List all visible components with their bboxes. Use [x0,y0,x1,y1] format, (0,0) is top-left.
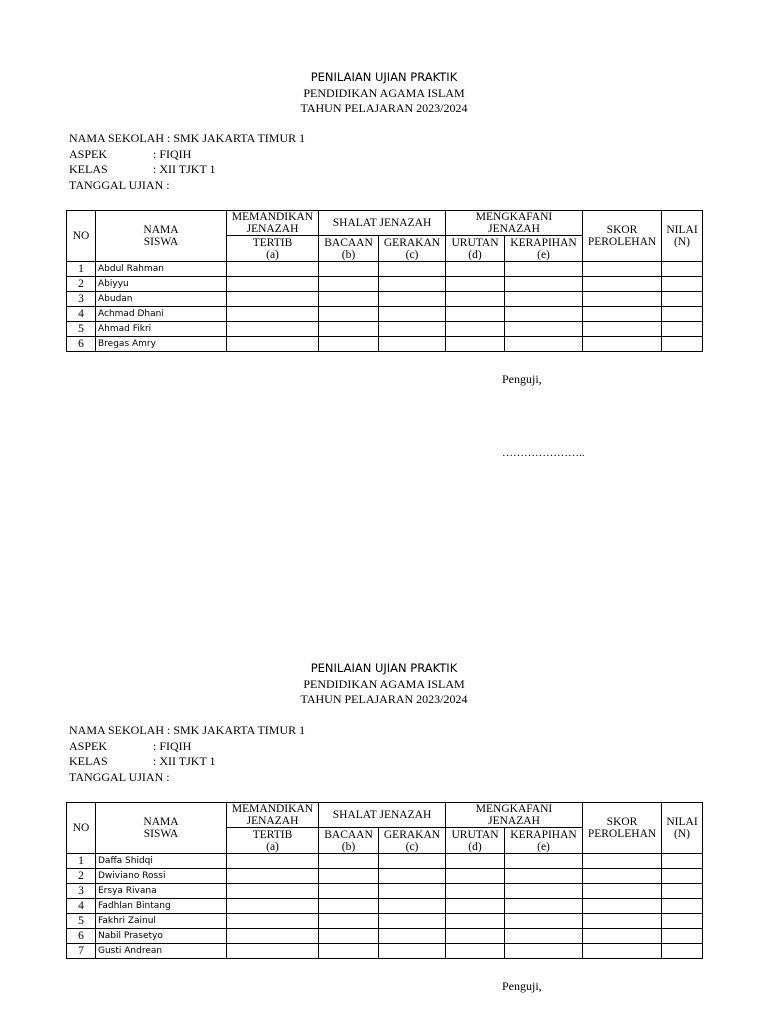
table-row [67,307,703,322]
sheet-header [0,70,768,117]
student-name: Fakhri Zainul [96,914,227,929]
score-cell[interactable] [446,884,505,899]
col-no: NO [67,803,96,854]
score-cell[interactable] [662,292,703,307]
score-cell[interactable] [227,322,319,337]
aspek-value: : FIQIH [153,146,192,161]
score-cell[interactable] [227,869,319,884]
col-shalat: SHALAT JENAZAH [319,211,446,236]
score-cell[interactable] [446,262,505,277]
col-no: NO [67,211,96,262]
score-cell[interactable] [446,307,505,322]
score-cell[interactable] [662,307,703,322]
score-cell[interactable] [319,322,379,337]
col-kerapihan: KERAPIHAN (e) [505,828,583,854]
aspek-label: ASPEK [69,146,108,161]
aspek-row [69,147,305,163]
score-cell[interactable] [505,899,583,914]
score-cell[interactable] [379,322,446,337]
score-cell[interactable] [583,337,662,352]
score-cell[interactable] [505,944,583,959]
score-cell[interactable] [227,929,319,944]
score-cell[interactable] [379,929,446,944]
student-name: Achmad Dhani [96,307,227,322]
table-row [67,322,703,337]
aspek-row [69,739,305,755]
sheet-title: PENILAIAN UJIAN PRAKTIK [310,661,458,675]
score-cell[interactable] [505,884,583,899]
student-name: Fadhlan Bintang [96,899,227,914]
signature-line: ………………….. [502,447,585,459]
score-cell[interactable] [319,292,379,307]
row-no: 5 [67,322,96,337]
row-no: 3 [67,884,96,899]
score-cell[interactable] [662,854,703,869]
col-bacaan: BACAAN (b) [319,828,379,854]
score-cell[interactable] [379,914,446,929]
score-table [66,802,703,959]
col-nilai: NILAI (N) [662,803,703,854]
kelas-value: : XII TJKT 1 [153,162,216,176]
col-nama: NAMA SISWA [96,803,227,854]
score-cell[interactable] [446,914,505,929]
score-cell[interactable] [319,914,379,929]
score-table [66,210,703,352]
score-cell[interactable] [379,869,446,884]
score-cell[interactable] [662,277,703,292]
tanggal-row: TANGGAL UJIAN : [69,177,170,192]
sheet-year: TAHUN PELAJARAN 2023/2024 [300,101,468,115]
table-row [67,277,703,292]
table-row [67,944,703,959]
row-no: 1 [67,854,96,869]
score-cell[interactable] [319,944,379,959]
score-cell[interactable] [583,322,662,337]
score-cell[interactable] [319,337,379,352]
score-cell[interactable] [446,869,505,884]
col-bacaan: BACAAN (b) [319,236,379,262]
score-cell[interactable] [446,929,505,944]
score-cell[interactable] [583,899,662,914]
score-cell[interactable] [227,884,319,899]
score-cell[interactable] [446,944,505,959]
kelas-label: KELAS [69,162,108,176]
col-gerakan: GERAKAN (c) [379,236,446,262]
score-cell[interactable] [662,869,703,884]
table-row [67,914,703,929]
student-name: Dwiviano Rossi [96,869,227,884]
table-row [67,929,703,944]
row-no: 5 [67,914,96,929]
row-no: 6 [67,929,96,944]
student-name: Bregas Amry [96,337,227,352]
score-cell[interactable] [583,854,662,869]
score-cell[interactable] [446,337,505,352]
col-memandikan: MEMANDIKAN JENAZAH [227,211,319,236]
sheet-year: TAHUN PELAJARAN 2023/2024 [300,692,468,706]
score-cell[interactable] [319,262,379,277]
tanggal-row: TANGGAL UJIAN : [69,769,170,784]
score-cell[interactable] [319,277,379,292]
score-cell[interactable] [379,944,446,959]
score-cell[interactable] [379,292,446,307]
row-no: 1 [67,262,96,277]
student-name: Abudan [96,292,227,307]
score-cell[interactable] [505,914,583,929]
student-name: Abiyyu [96,277,227,292]
col-gerakan: GERAKAN (c) [379,828,446,854]
col-mengkafani: MENGKAFANI JENAZAH [446,803,583,828]
table-row [67,337,703,352]
score-cell[interactable] [227,337,319,352]
row-no: 4 [67,899,96,914]
score-cell[interactable] [319,884,379,899]
student-name: Gusti Andrean [96,944,227,959]
sheet-header [0,661,768,708]
score-cell[interactable] [446,277,505,292]
col-tertib: TERTIB (a) [227,236,319,262]
sheet-info [69,131,305,193]
score-cell[interactable] [505,262,583,277]
score-cell[interactable] [227,944,319,959]
score-cell[interactable] [227,307,319,322]
signer-label: Penguji, [502,979,542,993]
score-cell[interactable] [319,307,379,322]
table-row [67,869,703,884]
score-cell[interactable] [505,292,583,307]
col-memandikan: MEMANDIKAN JENAZAH [227,803,319,828]
col-nilai: NILAI (N) [662,211,703,262]
score-cell[interactable] [662,322,703,337]
score-cell[interactable] [662,914,703,929]
col-shalat: SHALAT JENAZAH [319,803,446,828]
score-cell[interactable] [505,307,583,322]
sheet-title: PENILAIAN UJIAN PRAKTIK [310,70,458,84]
score-cell[interactable] [583,307,662,322]
col-skor: SKOR PEROLEHAN [583,211,662,262]
kelas-label: KELAS [69,754,108,768]
col-skor: SKOR PEROLEHAN [583,803,662,854]
table-row [67,899,703,914]
student-name: Nabil Prasetyo [96,929,227,944]
score-cell[interactable] [505,277,583,292]
score-cell[interactable] [446,292,505,307]
col-nama: NAMA SISWA [96,211,227,262]
score-cell[interactable] [227,277,319,292]
kelas-row [69,162,305,178]
student-name: Abdul Rahman [96,262,227,277]
score-cell[interactable] [583,262,662,277]
score-cell[interactable] [505,337,583,352]
score-cell[interactable] [446,899,505,914]
score-cell[interactable] [505,869,583,884]
score-cell[interactable] [379,884,446,899]
col-tertib: TERTIB (a) [227,828,319,854]
score-cell[interactable] [379,277,446,292]
score-cell[interactable] [227,854,319,869]
signer-label: Penguji, [502,372,542,386]
row-no: 2 [67,277,96,292]
row-no: 6 [67,337,96,352]
score-cell[interactable] [379,899,446,914]
col-mengkafani: MENGKAFANI JENAZAH [446,211,583,236]
score-cell[interactable] [379,307,446,322]
score-cell[interactable] [379,337,446,352]
score-cell[interactable] [662,899,703,914]
aspek-value: : FIQIH [153,738,192,753]
score-cell[interactable] [662,262,703,277]
score-cell[interactable] [227,292,319,307]
score-cell[interactable] [583,884,662,899]
aspek-label: ASPEK [69,738,108,753]
score-cell[interactable] [583,929,662,944]
col-kerapihan: KERAPIHAN (e) [505,236,583,262]
score-cell[interactable] [662,929,703,944]
score-cell[interactable] [583,944,662,959]
school-row: NAMA SEKOLAH : SMK JAKARTA TIMUR 1 [69,723,306,737]
score-cell[interactable] [505,854,583,869]
col-urutan: URUTAN (d) [446,236,505,262]
score-cell[interactable] [583,292,662,307]
student-name: Ersya Rivana [96,884,227,899]
score-cell[interactable] [446,322,505,337]
score-cell[interactable] [379,262,446,277]
score-cell[interactable] [662,884,703,899]
score-cell[interactable] [319,854,379,869]
score-cell[interactable] [583,914,662,929]
sheet-info [69,723,305,785]
score-cell[interactable] [227,914,319,929]
table-row [67,854,703,869]
score-cell[interactable] [227,262,319,277]
row-no: 4 [67,307,96,322]
score-cell[interactable] [319,899,379,914]
score-cell[interactable] [505,322,583,337]
row-no: 7 [67,944,96,959]
score-cell[interactable] [319,929,379,944]
row-no: 2 [67,869,96,884]
sheet-subject: PENDIDIKAN AGAMA ISLAM [303,85,465,100]
kelas-row [69,754,305,770]
sheet-subject: PENDIDIKAN AGAMA ISLAM [303,676,465,691]
school-row: NAMA SEKOLAH : SMK JAKARTA TIMUR 1 [69,131,306,145]
score-cell[interactable] [662,944,703,959]
score-cell[interactable] [505,929,583,944]
row-no: 3 [67,292,96,307]
student-name: Ahmad Fikri [96,322,227,337]
score-cell[interactable] [227,899,319,914]
table-row [67,884,703,899]
table-row [67,262,703,277]
score-cell[interactable] [379,854,446,869]
score-cell[interactable] [583,869,662,884]
student-name: Daffa Shidqi [96,854,227,869]
table-row [67,292,703,307]
score-cell[interactable] [662,337,703,352]
score-cell[interactable] [583,277,662,292]
col-urutan: URUTAN (d) [446,828,505,854]
score-cell[interactable] [319,869,379,884]
kelas-value: : XII TJKT 1 [153,754,216,768]
score-cell[interactable] [446,854,505,869]
